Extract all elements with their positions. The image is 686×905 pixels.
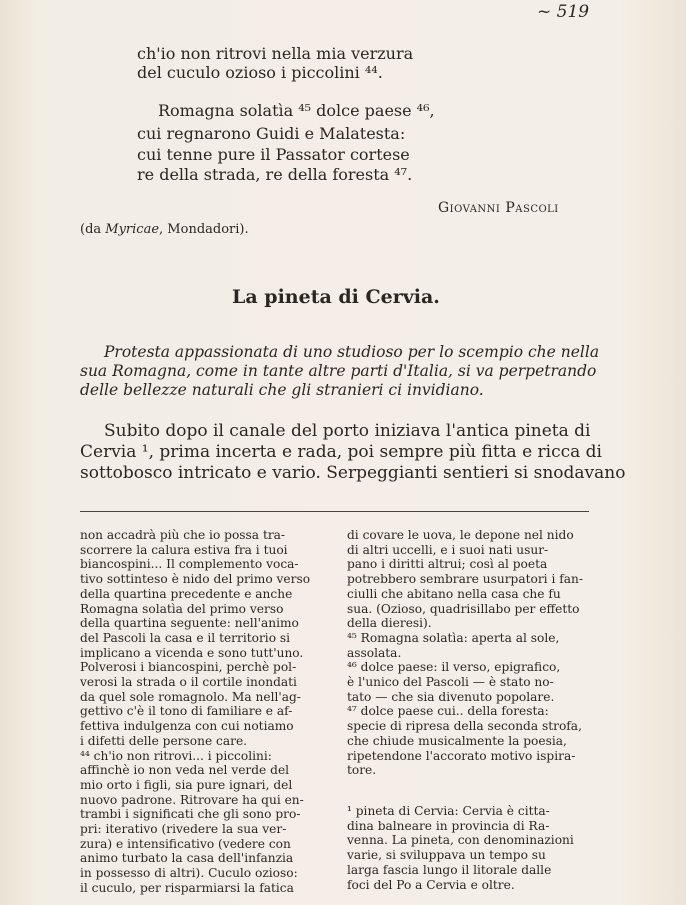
note-line: della quartina precedente e anche bbox=[80, 586, 293, 601]
poem-stanza-tail bbox=[137, 44, 413, 82]
note-line: Romagna solatìa del primo verso bbox=[80, 601, 284, 616]
section-intro bbox=[80, 343, 600, 400]
note-line: mio orto i figli, sia pure ignari, del bbox=[80, 777, 293, 792]
note-line: pano i diritti altrui; così al poeta bbox=[347, 557, 548, 572]
poem-line: re della strada, re della foresta ⁴⁷. bbox=[137, 165, 413, 184]
note-line: non accadrà più che io possa tra- bbox=[80, 528, 286, 542]
source-work-title: Myricae bbox=[105, 222, 160, 237]
note-line: nuovo padrone. Ritrovare ha qui en- bbox=[80, 792, 304, 807]
note-line: venna. La pineta, con denominazioni bbox=[347, 833, 574, 848]
note-line: da quel sole romagnolo. Ma nell'ag- bbox=[80, 689, 301, 704]
note-line: di covare le uova, le depone nel nido bbox=[347, 528, 574, 542]
poem-final-stanza-rest bbox=[137, 124, 412, 186]
notes-left-column bbox=[80, 528, 310, 896]
note-line: assolata. bbox=[347, 645, 402, 660]
notes-right-column bbox=[347, 528, 583, 778]
note-line: biancospini... Il complemento voca- bbox=[80, 557, 299, 572]
note-line: animo turbato la casa dell'infanzia bbox=[80, 851, 294, 866]
note-line: potrebbero sembrare usurpatori i fan- bbox=[347, 572, 583, 587]
note-line: in possesso di altri). Cuculo ozioso: bbox=[80, 866, 298, 881]
note-line: ¹ pineta di Cervia: Cervia è citta- bbox=[347, 804, 550, 818]
body-line: Cervia ¹, prima incerta e rada, poi sempre più fitta e ricca di bbox=[80, 442, 602, 462]
poem-author: Giovanni Pascoli bbox=[438, 200, 559, 216]
note-line: pri: iterativo (rivedere la sua ver- bbox=[80, 822, 287, 837]
note-line: della dieresi). bbox=[347, 616, 432, 631]
intro-line: Protesta appassionata di uno studioso per lo scempio che nella bbox=[104, 343, 600, 361]
note-line: dina balneare in provincia di Ra- bbox=[347, 818, 550, 833]
note-line: varie, si sviluppava un tempo su bbox=[347, 848, 546, 863]
note-line: scorrere la calura estiva fra i tuoi bbox=[80, 542, 288, 557]
note-line: ⁴⁴ ch'io non ritrovi... i piccolini: bbox=[80, 748, 272, 763]
intro-line: sua Romagna, come in tante altre parti d'Italia, si va perpetrando bbox=[80, 362, 597, 380]
page-number: ~ 519 bbox=[537, 2, 590, 22]
poem-final-stanza bbox=[158, 101, 435, 121]
note-line: foci del Po a Cervia e oltre. bbox=[347, 877, 515, 892]
note-line: ⁴⁵ Romagna solatìa: aperta al sole, bbox=[347, 630, 560, 645]
note-line: ripetendone l'accorato motivo ispira- bbox=[347, 748, 576, 763]
note-line: della quartina seguente: nell'animo bbox=[80, 616, 299, 631]
section-title: La pineta di Cervia. bbox=[232, 286, 440, 308]
note-line: di altri uccelli, e i suoi nati usur- bbox=[347, 542, 549, 557]
note-line: del Pascoli la casa e il territorio si bbox=[80, 630, 291, 645]
note-line: sua. (Ozioso, quadrisillabo per effetto bbox=[347, 601, 580, 616]
footnote-separator bbox=[80, 511, 589, 512]
note-line: zura) e intensificativo (vedere con bbox=[80, 836, 291, 851]
note-line: il cuculo, per risparmiarsi la fatica bbox=[80, 880, 294, 895]
body-line: Subito dopo il canale del porto iniziava l'antica pineta di bbox=[104, 421, 591, 441]
poem-line: cui regnarono Guidi e Malatesta: bbox=[137, 124, 406, 143]
poem-line: del cuculo ozioso i piccolini ⁴⁴. bbox=[137, 63, 383, 82]
note-line: ciulli che abitano nella casa che fu bbox=[347, 586, 561, 601]
note-line: Polverosi i biancospini, perchè pol- bbox=[80, 660, 297, 675]
intro-line: delle bellezze naturali che gli stranieri ci invidiano. bbox=[80, 381, 484, 399]
note-line: verosi la strada o il cortile inondati bbox=[80, 675, 297, 690]
poem-line: ch'io non ritrovi nella mia verzura bbox=[137, 44, 414, 63]
note-line: specie di ripresa della seconda strofa, bbox=[347, 719, 582, 734]
note-line: ⁴⁷ dolce paese cui.. della foresta: bbox=[347, 704, 549, 719]
note-line: gettivo c'è il tono di familiare e af- bbox=[80, 704, 293, 719]
note-line: affinchè io non veda nel verde del bbox=[80, 763, 290, 778]
note-line: larga fascia lungo il litorale dalle bbox=[347, 862, 552, 877]
note-line: tivo sottinteso è nido del primo verso bbox=[80, 572, 311, 587]
note-line: tore. bbox=[347, 763, 377, 778]
body-line: sottobosco intricato e vario. Serpeggianti sentieri si snodavano bbox=[80, 463, 626, 483]
section-body bbox=[80, 421, 625, 484]
note-line: implicano a vicenda e sono tutt'uno. bbox=[80, 645, 304, 660]
poem-line: Romagna solatìa ⁴⁵ dolce paese ⁴⁶, bbox=[158, 101, 435, 120]
note-line: i difetti delle persone care. bbox=[80, 733, 248, 748]
poem-line: cui tenne pure il Passator cortese bbox=[137, 144, 410, 164]
poem-source: (da Myricae, Mondadori). bbox=[80, 222, 249, 237]
note-line: è l'unico del Pascoli — è stato no- bbox=[347, 675, 554, 690]
note-line: che chiude musicalmente la poesia, bbox=[347, 733, 567, 748]
note-line: fettiva indulgenza con cui notiamo bbox=[80, 719, 294, 734]
note-line: trambi i significati che gli sono pro- bbox=[80, 807, 301, 822]
note-line: tato — che sia divenuto popolare. bbox=[347, 689, 555, 704]
note-line: ⁴⁶ dolce paese: il verso, epigrafico, bbox=[347, 660, 561, 675]
notes-right-bottom bbox=[347, 804, 574, 892]
